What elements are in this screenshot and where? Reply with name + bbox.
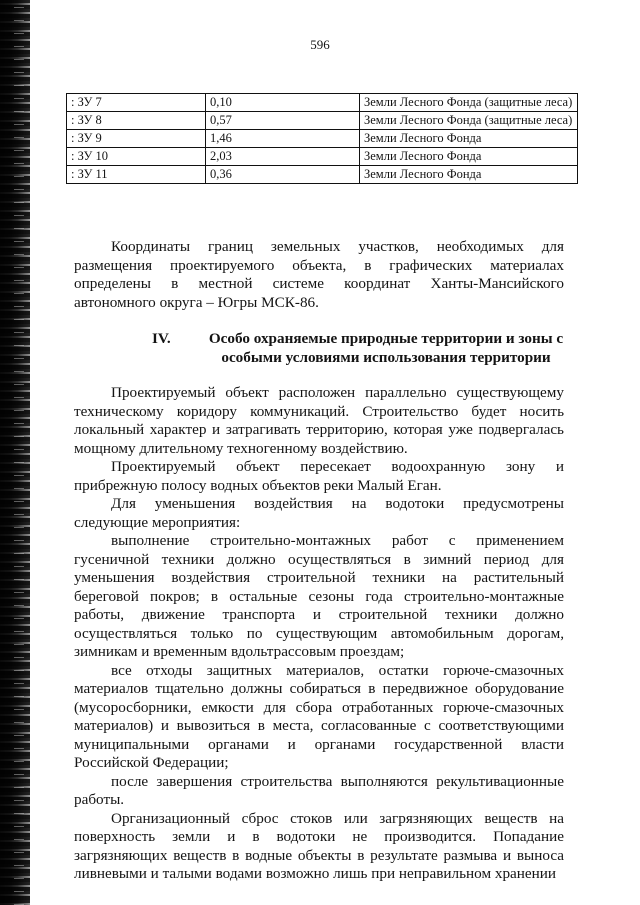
plot-cell: : ЗУ 11	[67, 166, 206, 184]
table-row	[67, 112, 578, 130]
paragraph: все отходы защитных материалов, остатки горюче-смазочных материалов тщательно должны собираться в передвижное оборудование (мусоросборники, емкости для сбора отработанных горюче-смазочных материалов) и вывозиться в места, согласованные с соответствующими муниципальными органами и органами государственной власти Российской Федерации;	[74, 661, 564, 771]
coordinates-paragraph: Координаты границ земельных участков, необходимых для размещения проектируемого объекта, в графических материалах определены в местной системе координат Ханты-Мансийского автономного округа – Югры МСК-86.	[74, 238, 564, 311]
section-number: IV.	[152, 330, 171, 347]
plot-cell: : ЗУ 10	[67, 148, 206, 166]
land-plots-table	[66, 93, 578, 184]
paragraph: Проектируемый объект пересекает водоохранную зону и прибрежную полосу водных объектов реки Малый Еган.	[74, 458, 564, 494]
paragraph: после завершения строительства выполняются рекультивационные работы.	[74, 772, 564, 808]
table-row	[67, 130, 578, 148]
category-cell: Земли Лесного Фонда	[360, 166, 578, 184]
table-row	[67, 94, 578, 112]
area-cell: 2,03	[206, 148, 360, 166]
plot-cell: : ЗУ 7	[67, 94, 206, 112]
page-number: 596	[310, 37, 330, 52]
section-body	[74, 384, 564, 884]
category-cell: Земли Лесного Фонда (защитные леса)	[360, 112, 578, 130]
scan-binding-edge-texture	[14, 0, 24, 905]
paragraph: Организационный сброс стоков или загрязняющих веществ на поверхность земли и в водотоки не производится. Попадание загрязняющих веществ в водные объекты в результате размыва и выноса ливневыми и талыми водами возможно лишь при неправильном хранении	[74, 809, 564, 882]
table-row	[67, 148, 578, 166]
paragraph: выполнение строительно-монтажных работ с применением гусеничной техники должно осуществляться в зимний период для уменьшения воздействия строительной техники на растительный береговой покров; в остальные сезоны года строительно-монтажные работы, движение транспорта и строительной техники должно осуществляться только по существующим автомобильным дорогам, зимникам и временным вдольтрассовым проездам;	[74, 532, 564, 660]
coordinates-block	[74, 238, 564, 312]
area-cell: 1,46	[206, 130, 360, 148]
category-cell: Земли Лесного Фонда (защитные леса)	[360, 94, 578, 112]
area-cell: 0,10	[206, 94, 360, 112]
area-cell: 0,57	[206, 112, 360, 130]
category-cell: Земли Лесного Фонда	[360, 148, 578, 166]
category-cell: Земли Лесного Фонда	[360, 130, 578, 148]
area-cell: 0,36	[206, 166, 360, 184]
table-row	[67, 166, 578, 184]
section-title: Особо охраняемые природные территории и зоны с особыми условиями использования территории	[208, 330, 564, 366]
paragraph: Проектируемый объект расположен параллельно существующему техническому коридору коммуникаций. Строительство будет носить локальный характер и затрагивать территорию, которая уже подвергалась мощному длительному техногенному воздействию.	[74, 384, 564, 457]
plot-cell: : ЗУ 8	[67, 112, 206, 130]
plot-cell: : ЗУ 9	[67, 130, 206, 148]
paragraph: Для уменьшения воздействия на водотоки предусмотрены следующие мероприятия:	[74, 495, 564, 531]
